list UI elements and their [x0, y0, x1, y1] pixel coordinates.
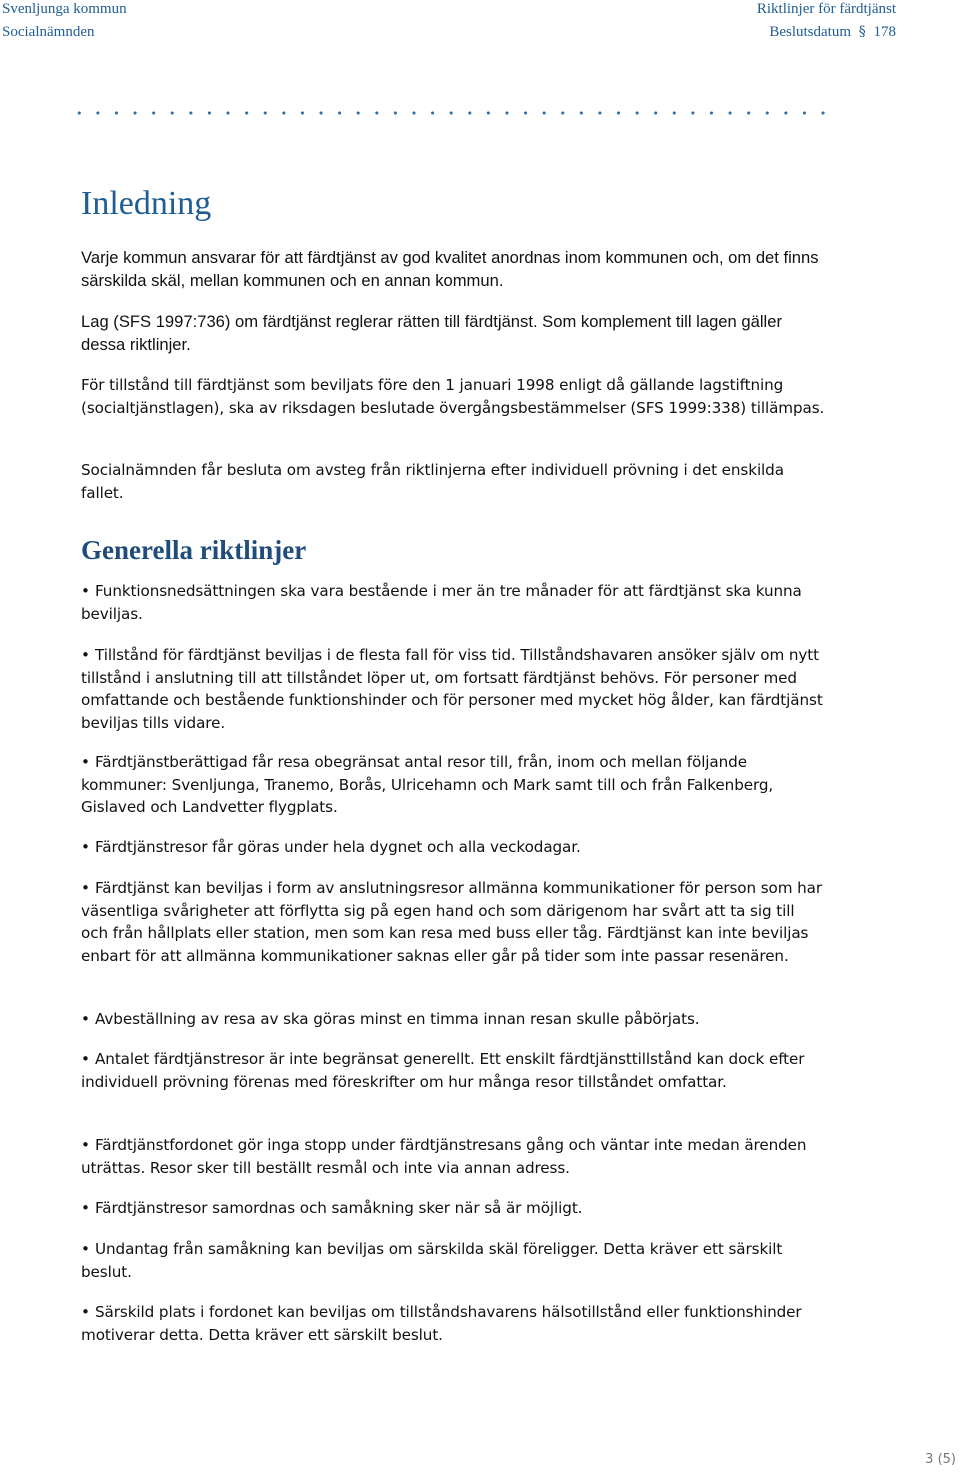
intro-paragraph-4: Socialnämnden får besluta om avsteg från riktlinjerna efter individuell prövning i det enskilda fallet.: [81, 461, 784, 502]
header-municipality: Svenljunga kommun: [2, 1, 127, 17]
section-sign: §: [858, 24, 866, 40]
guideline-item-2: • Tillstånd för färdtjänst beviljas i de flesta fall för viss tid. Tillståndshavaren ansöker själv om nytt tillstånd i anslutning till att tillståndet löper ut, om fortsatt färdtjänst behövs. För personer med omfattande och bestående funktionshinder och för personer med mycket hög ålder, kan färdtjänst beviljas tills vidare.: [81, 644, 826, 734]
page-number: 3 (5): [925, 1452, 956, 1467]
guideline-item-11: • Särskild plats i fordonet kan beviljas om tillståndshavarens hälsotillstånd eller funktionshinder motiverar detta. Detta kräver ett särskilt beslut.: [81, 1301, 826, 1346]
guideline-item-6: • Avbeställning av resa av ska göras minst en timma innan resan skulle påbörjats.: [81, 1008, 826, 1031]
guideline-item-1: • Funktionsnedsättningen ska vara bestående i mer än tre månader för att färdtjänst ska kunna beviljas.: [81, 580, 826, 625]
guideline-item-5: • Färdtjänst kan beviljas i form av anslutningsresor allmänna kommunikationer för person som har väsentliga svårigheter att förflytta sig på egen hand och som därigenom har svårt att ta sig till och från hållplats eller station, men som kan resa med buss eller tåg. Färdtjänst kan inte beviljas enbart för att allmänna kommunikationer saknas eller går på tider som inte passar resenären.: [81, 877, 826, 967]
intro-paragraph-3: För tillstånd till färdtjänst som beviljats före den 1 januari 1998 enligt då gällande lagstiftning (socialtjänstlagen), ska av riksdagen beslutade övergångsbestämmelser (SFS 1999:338) tillämpas.: [81, 376, 825, 417]
header-doc-title: Riktlinjer för färdtjänst: [756, 1, 896, 17]
guideline-item-9: • Färdtjänstresor samordnas och samåkning sker när så är möjligt.: [81, 1197, 826, 1220]
guideline-item-7: • Antalet färdtjänstresor är inte begränsat generellt. Ett enskilt färdtjänsttillstånd kan dock efter individuell prövning förenas med föreskrifter om hur många resor tillståndet omfattar.: [81, 1048, 826, 1093]
intro-paragraph-2: Lag (SFS 1997:736) om färdtjänst reglerar rätten till färdtjänst. Som komplement till lagen gäller dessa riktlinjer.: [81, 312, 782, 354]
decision-label: Beslutsdatum: [769, 24, 851, 40]
guideline-item-4: • Färdtjänstresor får göras under hela dygnet och alla veckodagar.: [81, 836, 826, 859]
guideline-item-3: • Färdtjänstberättigad får resa obegränsat antal resor till, från, inom och mellan följande kommuner: Svenljunga, Tranemo, Borås, Ulricehamn och Mark samt till och från Falkenberg, Gislaved och Landvetter flygplats.: [81, 751, 826, 819]
intro-paragraph-1: Varje kommun ansvarar för att färdtjänst av god kvalitet anordnas inom kommunen och, om det finns särskilda skäl, mellan kommunen och en annan kommun.: [81, 248, 819, 290]
section-number: 178: [873, 24, 896, 40]
dotted-divider: [70, 108, 830, 118]
guideline-item-10: • Undantag från samåkning kan beviljas om särskilda skäl föreligger. Detta kräver ett särskilt beslut.: [81, 1238, 826, 1283]
header-decision-date: [769, 23, 896, 41]
guidelines-heading: Generella riktlinjer: [81, 535, 307, 565]
guideline-item-8: • Färdtjänstfordonet gör inga stopp under färdtjänstresans gång och väntar inte medan ärenden uträttas. Resor sker till beställt resmål och inte via annan adress.: [81, 1134, 826, 1179]
intro-heading: Inledning: [81, 185, 212, 222]
header-committee: Socialnämnden: [2, 24, 95, 40]
